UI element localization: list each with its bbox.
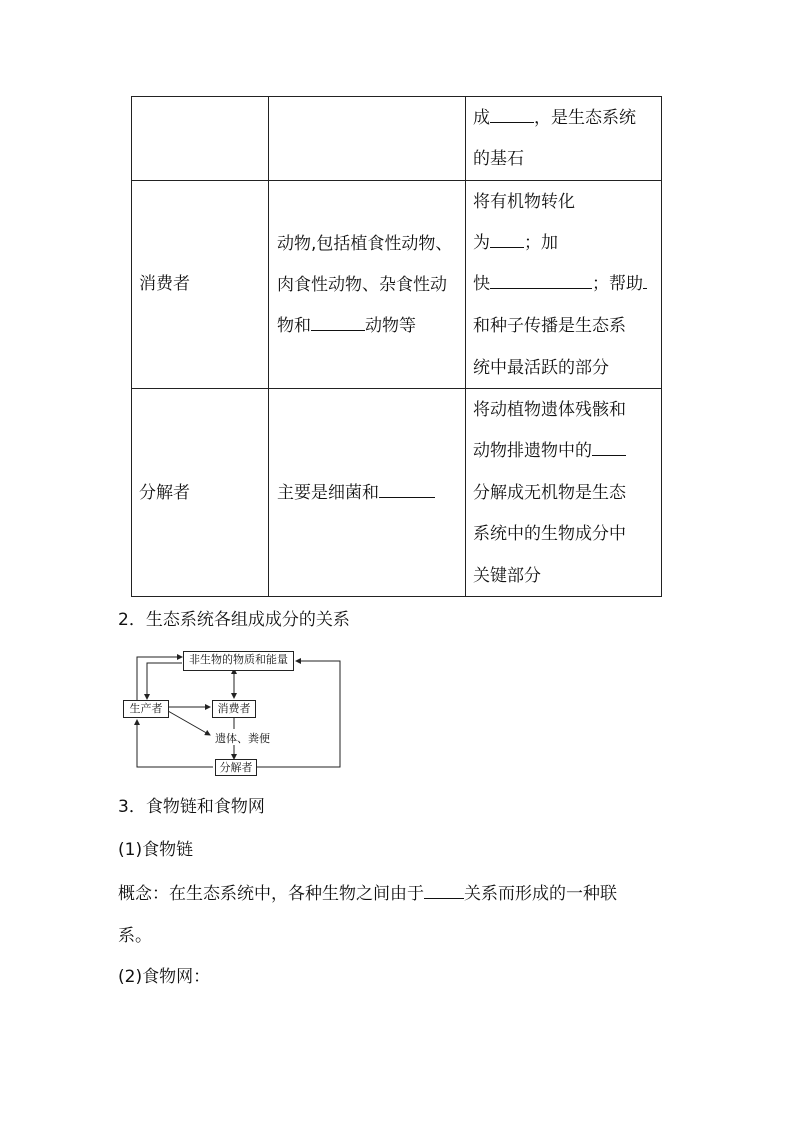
fill-blank	[643, 274, 647, 289]
row2-col3-line1: 将有机物转化	[473, 192, 575, 212]
row1-col3-line1: 成 ，是生态系统	[473, 108, 636, 128]
row3-col3-line3: 分解成无机物是生态	[473, 483, 626, 503]
row2-col2-line3: 物和 动物等	[277, 316, 416, 336]
table-border	[131, 96, 132, 597]
row3-col3-line2: 动物排遗物中的	[473, 441, 626, 461]
section3-heading: 3．食物链和食物网	[118, 797, 265, 817]
table-border	[131, 96, 662, 97]
ecosystem-relation-diagram	[120, 649, 345, 774]
components-table	[131, 96, 662, 597]
consumer-box: 消费者	[212, 700, 256, 718]
fill-blank	[490, 274, 592, 289]
food-web-subheading: (2)食物网：	[118, 967, 211, 987]
food-chain-subheading: (1)食物链	[118, 840, 194, 860]
row2-col3-line5: 统中最活跃的部分	[473, 358, 609, 378]
table-border	[131, 596, 662, 597]
remains-label: 遗体、粪便	[215, 732, 270, 745]
decomposer-box: 分解者	[215, 759, 257, 776]
table-row-divider	[131, 388, 662, 389]
section2-heading: 2．生态系统各组成成分的关系	[118, 610, 350, 630]
producer-box: 生产者	[123, 700, 169, 718]
row3-col2-line1: 主要是细菌和	[277, 483, 435, 503]
table-row-divider	[131, 180, 662, 181]
food-chain-concept-cont: 系。	[118, 926, 152, 946]
fill-blank	[311, 316, 365, 331]
fill-blank	[424, 884, 464, 899]
table-border	[661, 96, 662, 597]
row2-col3-line4: 和种子传播是生态系	[473, 316, 626, 336]
fill-blank	[592, 441, 626, 456]
row2-col2-line2: 肉食性动物、杂食性动	[277, 275, 447, 295]
table-col-divider	[268, 96, 269, 597]
table-col-divider	[465, 96, 466, 597]
row3-label: 分解者	[139, 483, 190, 503]
row3-col3-line5: 关键部分	[473, 566, 541, 586]
row2-col3-line2: 为 ；加	[473, 233, 558, 253]
food-chain-concept: 概念：在生态系统中，各种生物之间由于 关系而形成的一种联	[118, 884, 617, 904]
row2-label: 消费者	[139, 274, 190, 294]
row3-col3-line1: 将动植物遗体残骸和	[473, 400, 626, 420]
fill-blank	[490, 233, 524, 248]
fill-blank	[379, 483, 435, 498]
row2-col3-line3: 快 ；帮助	[473, 274, 647, 294]
row1-col3-line2: 的基石	[473, 149, 524, 169]
nonliving-box: 非生物的物质和能量	[183, 651, 294, 671]
row2-col2-line1: 动物,包括植食性动物、	[277, 234, 453, 254]
row3-col3-line4: 系统中的生物成分中	[473, 524, 626, 544]
fill-blank	[490, 108, 534, 123]
